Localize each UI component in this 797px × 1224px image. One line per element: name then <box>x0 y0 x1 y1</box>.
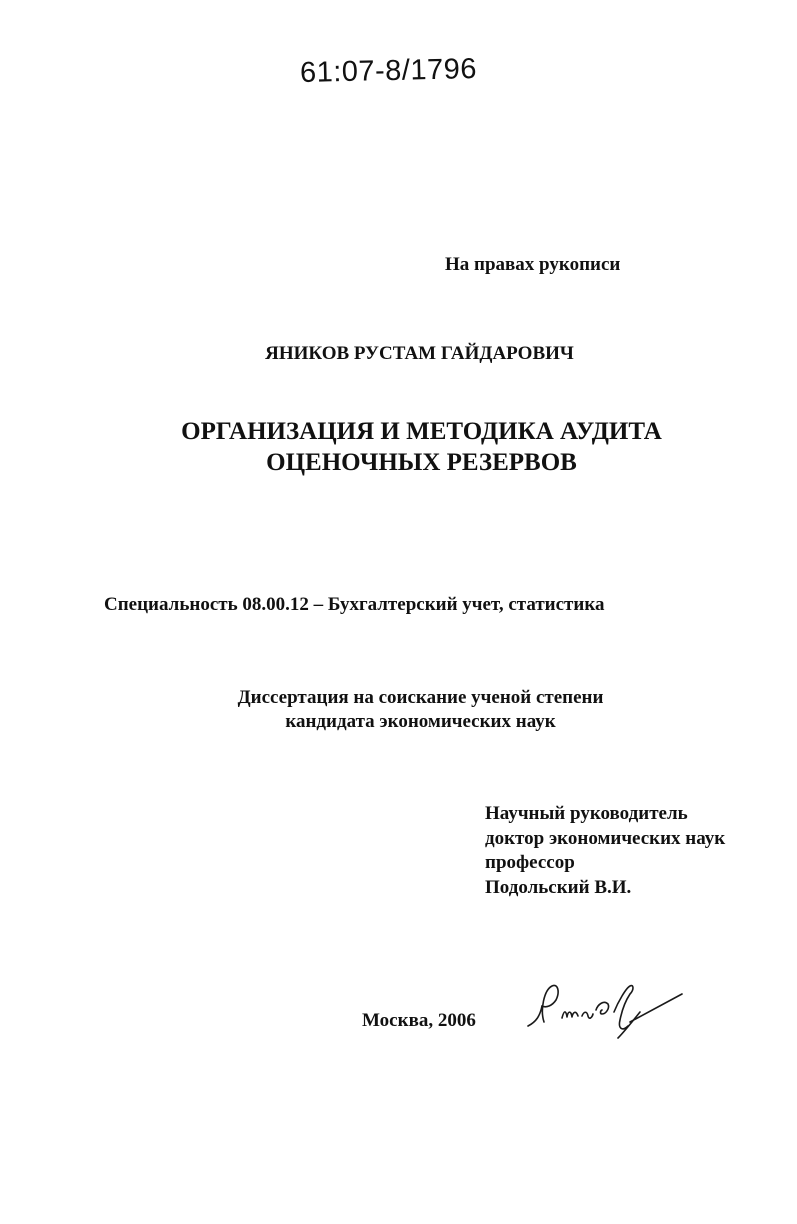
degree-statement <box>0 686 797 734</box>
supervisor-role: Научный руководитель <box>485 803 688 824</box>
specialty: Специальность 08.00.12 – Бухгалтерский учет, статистика <box>104 594 605 615</box>
title-line-2: ОЦЕНОЧНЫХ РЕЗЕРВОВ <box>266 449 577 476</box>
supervisor-name: Подольский В.И. <box>485 876 632 898</box>
supervisor-block <box>485 802 725 900</box>
author-name: ЯНИКОВ РУСТАМ ГАЙДАРОВИЧ <box>265 343 574 364</box>
place-year: Москва, 2006 <box>362 1010 476 1031</box>
degree-line-1: Диссертация на соискание ученой степени <box>237 687 604 708</box>
degree-line-2: кандидата экономических наук <box>285 711 556 732</box>
dissertation-title <box>0 416 797 478</box>
handwritten-signature <box>522 960 687 1055</box>
archive-number: 61:07-8/1796 <box>299 52 478 89</box>
supervisor-rank: профессор <box>485 852 575 873</box>
supervisor-degree: доктор экономических наук <box>485 827 726 849</box>
manuscript-note: На правах рукописи <box>445 254 621 275</box>
title-line-1: ОРГАНИЗАЦИЯ И МЕТОДИКА АУДИТА <box>181 418 662 445</box>
